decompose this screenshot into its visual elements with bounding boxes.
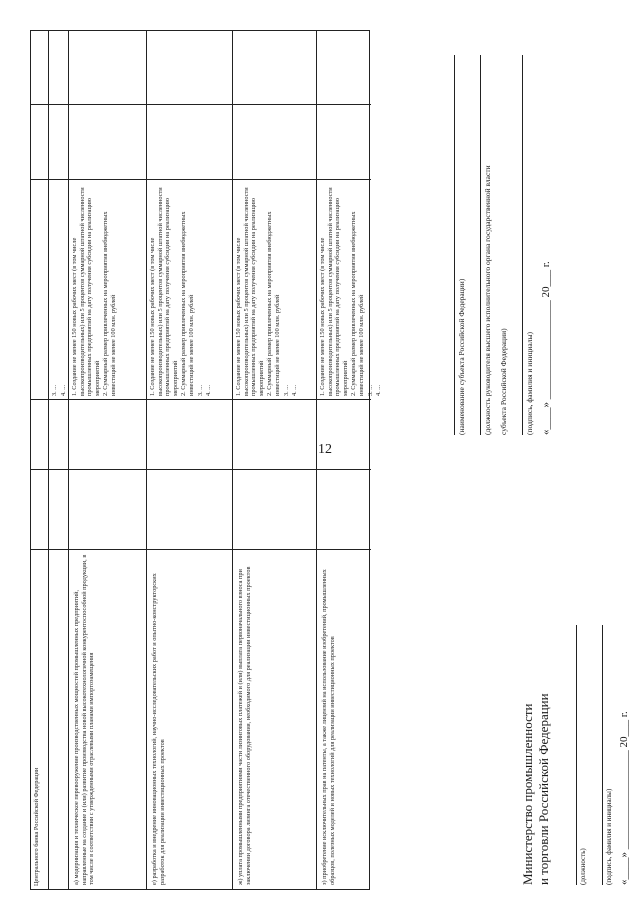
table-cell bbox=[233, 469, 316, 549]
head-position-label-2: субъекта Российской Федерации) bbox=[499, 328, 508, 435]
indicator-item: 3. ... bbox=[366, 384, 374, 396]
indicator-cell bbox=[147, 179, 232, 399]
section-cell bbox=[233, 549, 316, 889]
table-cell bbox=[69, 104, 146, 179]
table-cell bbox=[147, 469, 232, 549]
section-cell bbox=[69, 549, 146, 889]
table-cell bbox=[69, 469, 146, 549]
section-cell bbox=[317, 549, 371, 889]
indicator-item: 4. ... bbox=[375, 384, 383, 396]
indicator-item: 2. Суммарный размер привлеченных на мероприятия внебюджетных инвестиций не менее 100 млн. рублей bbox=[180, 211, 195, 396]
indicator-item: 1. Создание не менее 150 новых рабочих мест (в том числе высокопроизводительных) или 5 процентов суммарной штатной численности промышленных предприятий на дату получения субсидии на реализацию мероприятий bbox=[235, 187, 265, 396]
table-cell bbox=[31, 179, 48, 399]
table-row bbox=[49, 31, 69, 889]
ministry-title bbox=[520, 655, 552, 885]
indicator-item: 3. ... bbox=[196, 384, 204, 396]
table-cell bbox=[31, 29, 48, 104]
table-cell bbox=[147, 104, 232, 179]
date-left: «____» __________________ 20___ г. bbox=[618, 711, 630, 885]
table-cell bbox=[49, 549, 68, 889]
name-label: (подпись, фамилия и инициалы) bbox=[605, 788, 613, 885]
indicator-item: 4. ... bbox=[59, 384, 67, 396]
head-position-label-1: (должность руководителя высшего исполнительного органа государственной власти bbox=[483, 165, 492, 435]
ministry-line-2: и торговли Российской Федерации bbox=[536, 693, 551, 885]
signature-area bbox=[380, 0, 640, 905]
table-cell bbox=[49, 29, 68, 104]
section-text: е) разработка и внедрение инновационных технологий, научно-исследовательских работ и опытно-конструкторских разработок для реализации инвестиционных проектов bbox=[151, 573, 166, 885]
indicator-cell bbox=[69, 179, 146, 399]
indicator-item: 4. ... bbox=[205, 384, 213, 396]
table-cell bbox=[31, 104, 48, 179]
table-cell bbox=[69, 29, 146, 104]
position-label: (должность) bbox=[579, 848, 587, 885]
subject-name-label: (наименование субъекта Российской Федерации) bbox=[457, 278, 466, 435]
table-cell bbox=[69, 399, 146, 469]
subject-signature-label: (подпись, фамилия и инициалы) bbox=[525, 331, 534, 435]
section-text: а) модернизация и техническое перевооружение производственных мощностей промышленных предприятий, направленные на создание и (или) развитие производства новой высокотехнологичной конкурентоспособной продукции, в том числе в соответствии с утвержденными отраслевыми планами импортозамещения bbox=[73, 554, 96, 885]
indicator-item: 1. Создание не менее 150 новых рабочих мест (в том числе высокопроизводительных) или 5 процентов суммарной штатной численности промышленных предприятий на дату получения субсидии на реализацию мероприятий bbox=[71, 187, 101, 396]
section-text: з) приобретение исключительных прав на патенты, а также лицензий на использование изобретений, промышленных образцов, полезных моделей и новых технологий для реализации инвестиционных проектов bbox=[321, 569, 336, 885]
indicator-item: 3. ... bbox=[282, 384, 290, 396]
indicator-item: 1. Создание не менее 150 новых рабочих мест (в том числе высокопроизводительных) или 5 процентов суммарной штатной численности промышленных предприятий на дату получения субсидии на реализацию мероприятий bbox=[319, 187, 349, 396]
name-line bbox=[602, 625, 603, 885]
table-cell bbox=[317, 399, 371, 469]
table-cell bbox=[147, 29, 232, 104]
table-cell bbox=[147, 399, 232, 469]
table-cell bbox=[49, 399, 68, 469]
table-cell bbox=[31, 399, 48, 469]
table-row bbox=[147, 31, 233, 889]
indicator-cell bbox=[317, 179, 383, 399]
indicator-item: 4. ... bbox=[291, 384, 299, 396]
ministry-line-1: Министерство промышленности bbox=[520, 703, 535, 885]
table-cell bbox=[31, 469, 48, 549]
page-number: 12 bbox=[318, 442, 332, 457]
table-cell bbox=[317, 469, 371, 549]
indicator-item: 2. Суммарный размер привлеченных на мероприятия внебюджетных инвестиций не менее 100 млн. рублей bbox=[350, 211, 365, 396]
indicator-cell bbox=[233, 179, 316, 399]
table-cell bbox=[49, 104, 68, 179]
subject-signature-line bbox=[522, 55, 523, 435]
indicators-table bbox=[30, 30, 383, 890]
table-cell bbox=[317, 29, 371, 104]
indicator-item: 1. Создание не менее 150 новых рабочих мест (в том числе высокопроизводительных) или 5 процентов суммарной штатной численности промышленных предприятий на дату получения субсидии на реализацию мероприятий bbox=[149, 187, 179, 396]
indicator-cell bbox=[49, 179, 68, 399]
position-line bbox=[576, 625, 577, 885]
table-cell bbox=[49, 469, 68, 549]
indicator-item: 2. Суммарный размер привлеченных на мероприятия внебюджетных инвестиций не менее 100 млн. рублей bbox=[102, 211, 117, 396]
table-row bbox=[233, 31, 317, 889]
table-cell bbox=[233, 104, 316, 179]
table-header-cell bbox=[31, 549, 48, 889]
table-row bbox=[69, 31, 147, 889]
subject-name-line bbox=[454, 55, 455, 435]
table-cell bbox=[317, 104, 371, 179]
header-text: Центрального банка Российской Федерации bbox=[33, 767, 40, 886]
indicator-item: 2. Суммарный размер привлеченных на мероприятия внебюджетных инвестиций не менее 100 млн. рублей bbox=[266, 211, 281, 396]
table-cell bbox=[233, 29, 316, 104]
indicator-item: 3. ... bbox=[51, 384, 58, 396]
section-text: ж) уплата промышленными предприятиями части лизинговых платежей и (или) выплата первоначального взноса при заключении договора лизинга отечественного оборудования, необходимого для реализации инвестиционных проектов bbox=[237, 566, 252, 885]
date-right: «____» __________________ 20___ г. bbox=[540, 261, 552, 435]
table-row bbox=[317, 31, 383, 889]
table-row bbox=[31, 31, 49, 889]
section-cell bbox=[147, 549, 232, 889]
table-cell bbox=[233, 399, 316, 469]
head-position-line bbox=[480, 55, 481, 435]
